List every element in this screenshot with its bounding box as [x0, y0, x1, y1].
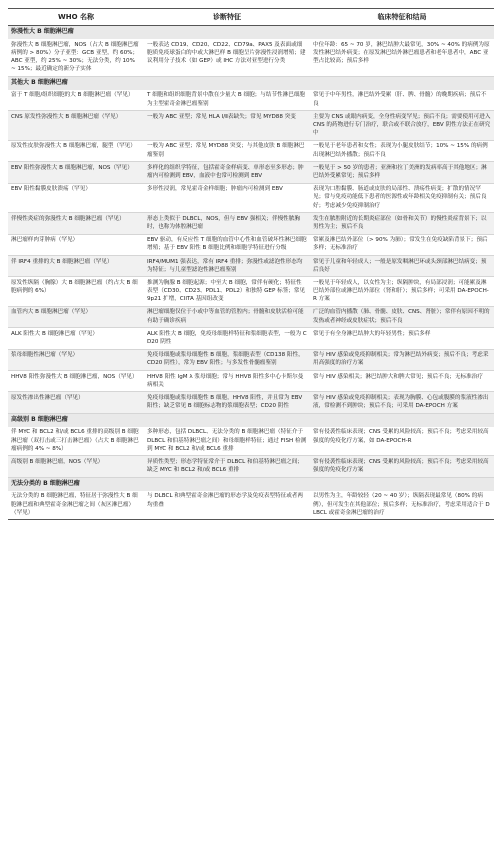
cell-diagnosis: 淋巴瘤细胞仅位于小或中等血管的管腔内；骨髓和皮肤活检可能有助于确诊疾病: [144, 306, 310, 327]
cell-clinical: 常见于中年男性，淋巴结外受累（肝、脾、骨髓）的晚期疾病；预后不良: [310, 90, 494, 111]
cell-clinical: 常与 HIV 感染或免疫抑制相关；表现为胸膜、心包或腹膜的浆液性渗出液，常检测不到肿块；预后不良；可采用 DA-EPOCH 方案: [310, 392, 494, 413]
cell-who-name: CNS 原发性弥漫性大 B 细胞淋巴瘤（罕见）: [8, 111, 144, 141]
section-title: 弥漫性大 B 细胞淋巴瘤: [8, 26, 494, 39]
cell-who-name: 浆母细胞性淋巴瘤（罕见）: [8, 349, 144, 370]
cell-clinical: 常累及淋巴结外部位（> 90% 为肺）；常发生在免疫缺陷背景下；预后多样；无标准治疗: [310, 234, 494, 255]
header-who-name: WHO 名称: [8, 9, 144, 26]
cell-who-name: 原发性皮肤弥漫性大 B 细胞淋巴瘤，腿型（罕见）: [8, 140, 144, 161]
cell-who-name: 原发性渗出性淋巴瘤（罕见）: [8, 392, 144, 413]
header-clinical: 临床特征和结局: [310, 9, 494, 26]
table-row: [8, 491, 494, 520]
table-row: [8, 255, 494, 276]
table-row: [8, 90, 494, 111]
table-row: [8, 183, 494, 213]
table-row: [8, 213, 494, 234]
cell-diagnosis: IRF4/MUM1 强表达，常有 IRF4 重排；弥漫性或滤泡性形态均为特征；与儿童型滤泡性淋巴瘤鉴别: [144, 255, 310, 276]
cell-diagnosis: HHV8 阳性 IgM λ 浆母细胞；常与 HHV8 阳性多中心卡斯尔曼病相关: [144, 371, 310, 392]
table-row: [8, 277, 494, 307]
cell-clinical: 以男性为主，年龄较轻（20 ~ 40 岁）；纵隔表现最常见（80% 的病例），但可发生在其他部位；预后多样；无标准治疗，考虑采用适合于 DLBCL 或霍奇金淋巴瘤的治疗: [310, 491, 494, 520]
lymphoma-classification-table: [8, 8, 494, 520]
cell-diagnosis: 免疫母细胞或浆母细胞性 B 细胞，HHV8 阳性，并且常为 EBV 阳性；缺乏常见 B 细胞标志物的浆细胞表型；CD20 阴性: [144, 392, 310, 413]
cell-who-name: HHV8 阳性弥漫性大 B 细胞淋巴瘤，NOS（罕见）: [8, 371, 144, 392]
cell-clinical: 常见于有全身淋巴结肿大的年轻男性；预后多样: [310, 328, 494, 349]
cell-diagnosis: ALK 阳性大 B 细胞，免疫母细胞样特征和浆细胞表型，一般为 CD20 阴性: [144, 328, 310, 349]
cell-diagnosis: 形态上类似于 DLBCL，NOS，但与 EBV 强相关；伴慢性脓胸时，也称为体腔淋巴瘤: [144, 213, 310, 234]
cell-diagnosis: 异质性类型；形态学特征常介于 DLBCL 和伯基特淋巴瘤之间；缺乏 MYC 和 BCL2 和/或 BCL6 重排: [144, 456, 310, 477]
table-body: [8, 26, 494, 520]
cell-clinical: 常与 HIV 感染或免疫抑制相关；常为淋巴结外病变；预后不良；考虑采用高强度的治疗方案: [310, 349, 494, 370]
table-row: [8, 306, 494, 327]
cell-who-name: ALK 阳性大 B 细胞淋巴瘤（罕见）: [8, 328, 144, 349]
table-row: [8, 371, 494, 392]
cell-who-name: 伴 IRF4 重排的大 B 细胞淋巴瘤（罕见）: [8, 255, 144, 276]
table-row: [8, 392, 494, 413]
section-header-row: [8, 413, 494, 426]
cell-who-name: 高级别 B 细胞淋巴瘤，NOS（罕见）: [8, 456, 144, 477]
cell-who-name: 伴慢性炎症的弥漫性大 B 细胞淋巴瘤（罕见）: [8, 213, 144, 234]
section-title: 其他大 B 细胞淋巴瘤: [8, 76, 494, 89]
table-row: [8, 234, 494, 255]
cell-clinical: 常有侵袭性临床表现；CNS 受累的风险较高；预后不良；考虑采用较高强度的免疫化疗方案: [310, 456, 494, 477]
cell-clinical: 表现为口腔黏膜、肠道或皮肤的局部性、溃疡性病变；扩散的情况罕见；常与免疫功能低下患者的医源性或年龄相关免疫抑制有关；预后良好；考虑减少免疫抑制治疗: [310, 183, 494, 213]
cell-clinical: 主要为 CNS 或眼内病变，全身性病变罕见；预后不良；需要使用可进入 CNS 的药物进行专门治疗，联合或不联合放疗，EBV 阴性方法正在研究中: [310, 111, 494, 141]
cell-diagnosis: EBV 驱动，有反应性 T 细胞的血管中心性和血管破坏性淋巴细胞增殖；基于 EBV 阳性 B 细胞比例和细胞学特征进行分级: [144, 234, 310, 255]
cell-who-name: 弥漫性大 B 细胞淋巴瘤，NOS（占大 B 细胞淋巴瘤病例的 > 80%）分子亚型：GCB 亚型，约 60%；ABC 亚型，约 25% ~ 30%；无法分类，约 10% ~ 15%；最近确定的新分子实体: [8, 39, 144, 76]
cell-diagnosis: T 细胞和组织细胞背景中散在少量大 B 细胞；与结节性淋巴细胞为主型霍奇金淋巴瘤鉴别: [144, 90, 310, 111]
table-row: [8, 328, 494, 349]
section-title: 无法分类的 B 细胞淋巴瘤: [8, 477, 494, 490]
section-header-row: [8, 26, 494, 39]
table-row: [8, 111, 494, 141]
section-header-row: [8, 477, 494, 490]
section-title: 高级别 B 细胞淋巴瘤: [8, 413, 494, 426]
table-row: [8, 349, 494, 370]
cell-who-name: 淋巴瘤样肉芽肿病（罕见）: [8, 234, 144, 255]
cell-who-name: 富于 T 细胞/组织细胞的大 B 细胞淋巴瘤（罕见）: [8, 90, 144, 111]
cell-diagnosis: 多形性浸润，常见霍奇金样细胞；肿瘤内可检测到 EBV: [144, 183, 310, 213]
cell-clinical: 广泛的血管内播散（肺、骨髓、皮肤、CNS、肾脏）；常伴有原因不明的发热或者神经或皮肤症状；预后不良: [310, 306, 494, 327]
cell-who-name: EBV 阳性弥漫性大 B 细胞淋巴瘤，NOS（罕见）: [8, 162, 144, 183]
cell-clinical: 发生在脓腔附近的长期炎症部位（如骨和关节）的慢性炎症背景下；以男性为主；预后不良: [310, 213, 494, 234]
table-row: [8, 427, 494, 456]
cell-who-name: 血管内大 B 细胞淋巴瘤（罕见）: [8, 306, 144, 327]
cell-diagnosis: 一般为 ABC 亚型；常见 HLA Ⅰ/Ⅱ表缺失；常见 MYD88 突变: [144, 111, 310, 141]
cell-who-name: 原发性纵隔（胸腺）大 B 细胞淋巴瘤（约占大 B 细胞病例的 6%）: [8, 277, 144, 307]
table-header-row: [8, 9, 494, 26]
cell-clinical: 常有侵袭性临床表现；CNS 受累的风险较高；预后不良；考虑采用较高强度的免疫化疗方案，如 DA-EPOCH-R: [310, 427, 494, 456]
cell-clinical: 常与 HIV 感染相关；淋巴结肿大和脾大常见；预后不良；无标准治疗: [310, 371, 494, 392]
cell-diagnosis: 多样化的组织学特征，包括霍奇金样病变、单形态至多形态；肿瘤内可检测到 EBV，血液中也常可检测到 EBV: [144, 162, 310, 183]
cell-clinical: 常见于儿童和年轻成人；一般是原发咽淋巴环或头颈部淋巴结病变；预后良好: [310, 255, 494, 276]
table-row: [8, 456, 494, 477]
cell-diagnosis: 推测为胸腺 B 细胞起源；中至大 B 细胞，常伴有硬化；特征性表型（CD30、CD23、PDL1、PDL2）和独特 GEP 标签；常见 9p21 扩增，CIITA 基因组改变: [144, 277, 310, 307]
cell-clinical: 一般见于老年患者和女性；表现为小腿皮肤结节；10% ~ 15% 的病例出现淋巴结外播散；预后不良: [310, 140, 494, 161]
cell-who-name: EBV 阳性黏膜皮肤溃疡（罕见）: [8, 183, 144, 213]
cell-diagnosis: 多种形态，包括 DLBCL、无法分类的 B 细胞淋巴瘤（特征介于 DLBCL 和伯基特淋巴瘤之间）和母细胞样特征；通过 FISH 检测到 MYC 和 BCL2 和/或 BCL6 重排: [144, 427, 310, 456]
cell-clinical: 一般见于 > 50 岁的患者；亚洲和拉丁美洲的发病率高于其他地区；淋巴结外受累常见；预后多样: [310, 162, 494, 183]
table-row: [8, 39, 494, 76]
cell-diagnosis: 与 DLBCL 和典型霍奇金淋巴瘤的形态学及免疫表型特征或者两均重叠: [144, 491, 310, 520]
cell-diagnosis: 免疫母细胞或浆母细胞性 B 细胞，浆细胞表型（CD138 阳性，CD20 阴性），常为 EBV 阳性；与多发性骨髓瘤鉴别: [144, 349, 310, 370]
cell-diagnosis: 一般为 ABC 亚型；常见 MYD88 突变；与其他皮肤 B 细胞淋巴瘤鉴别: [144, 140, 310, 161]
cell-clinical: 一般见于年轻成人，以女性为主；纵隔肿块，有局部浸润；可能累及淋巴结外部位或淋巴结外部位（肾和肝）；预后多样；可采用 DA-EPOCH-R 方案: [310, 277, 494, 307]
cell-clinical: 中位年龄：65 ~ 70 岁，淋巴结肿大最常见，30% ~ 40% 的病例为原发性淋巴结外病变；在原发淋巴结外淋巴瘤患者和老年患者中，ABC 亚型占比较高；预后多样: [310, 39, 494, 76]
cell-diagnosis: 一般表达 CD19、CD20、CD22、CD79a、PAX5 及表面或细胞质免疫球蛋白的中或大淋巴样 B 细胞呈片弥漫性浸润增殖；建议利用分子技术（如 GEP）或 IHC 方法对亚型进行分类: [144, 39, 310, 76]
cell-who-name: 伴 MYC 和 BCL2 和/或 BCL6 重排的高级别 B 细胞淋巴瘤（双打击或三打击淋巴瘤）（占大 B 细胞淋巴瘤病例的 4% ~ 8%）: [8, 427, 144, 456]
table-row: [8, 140, 494, 161]
table-row: [8, 162, 494, 183]
cell-who-name: 无法分类的 B 细胞淋巴瘤，特征居于弥漫性大 B 细胞淋巴瘤和典型霍奇金淋巴瘤之间（灰区淋巴瘤）（罕见）: [8, 491, 144, 520]
header-diagnosis: 诊断特征: [144, 9, 310, 26]
section-header-row: [8, 76, 494, 89]
